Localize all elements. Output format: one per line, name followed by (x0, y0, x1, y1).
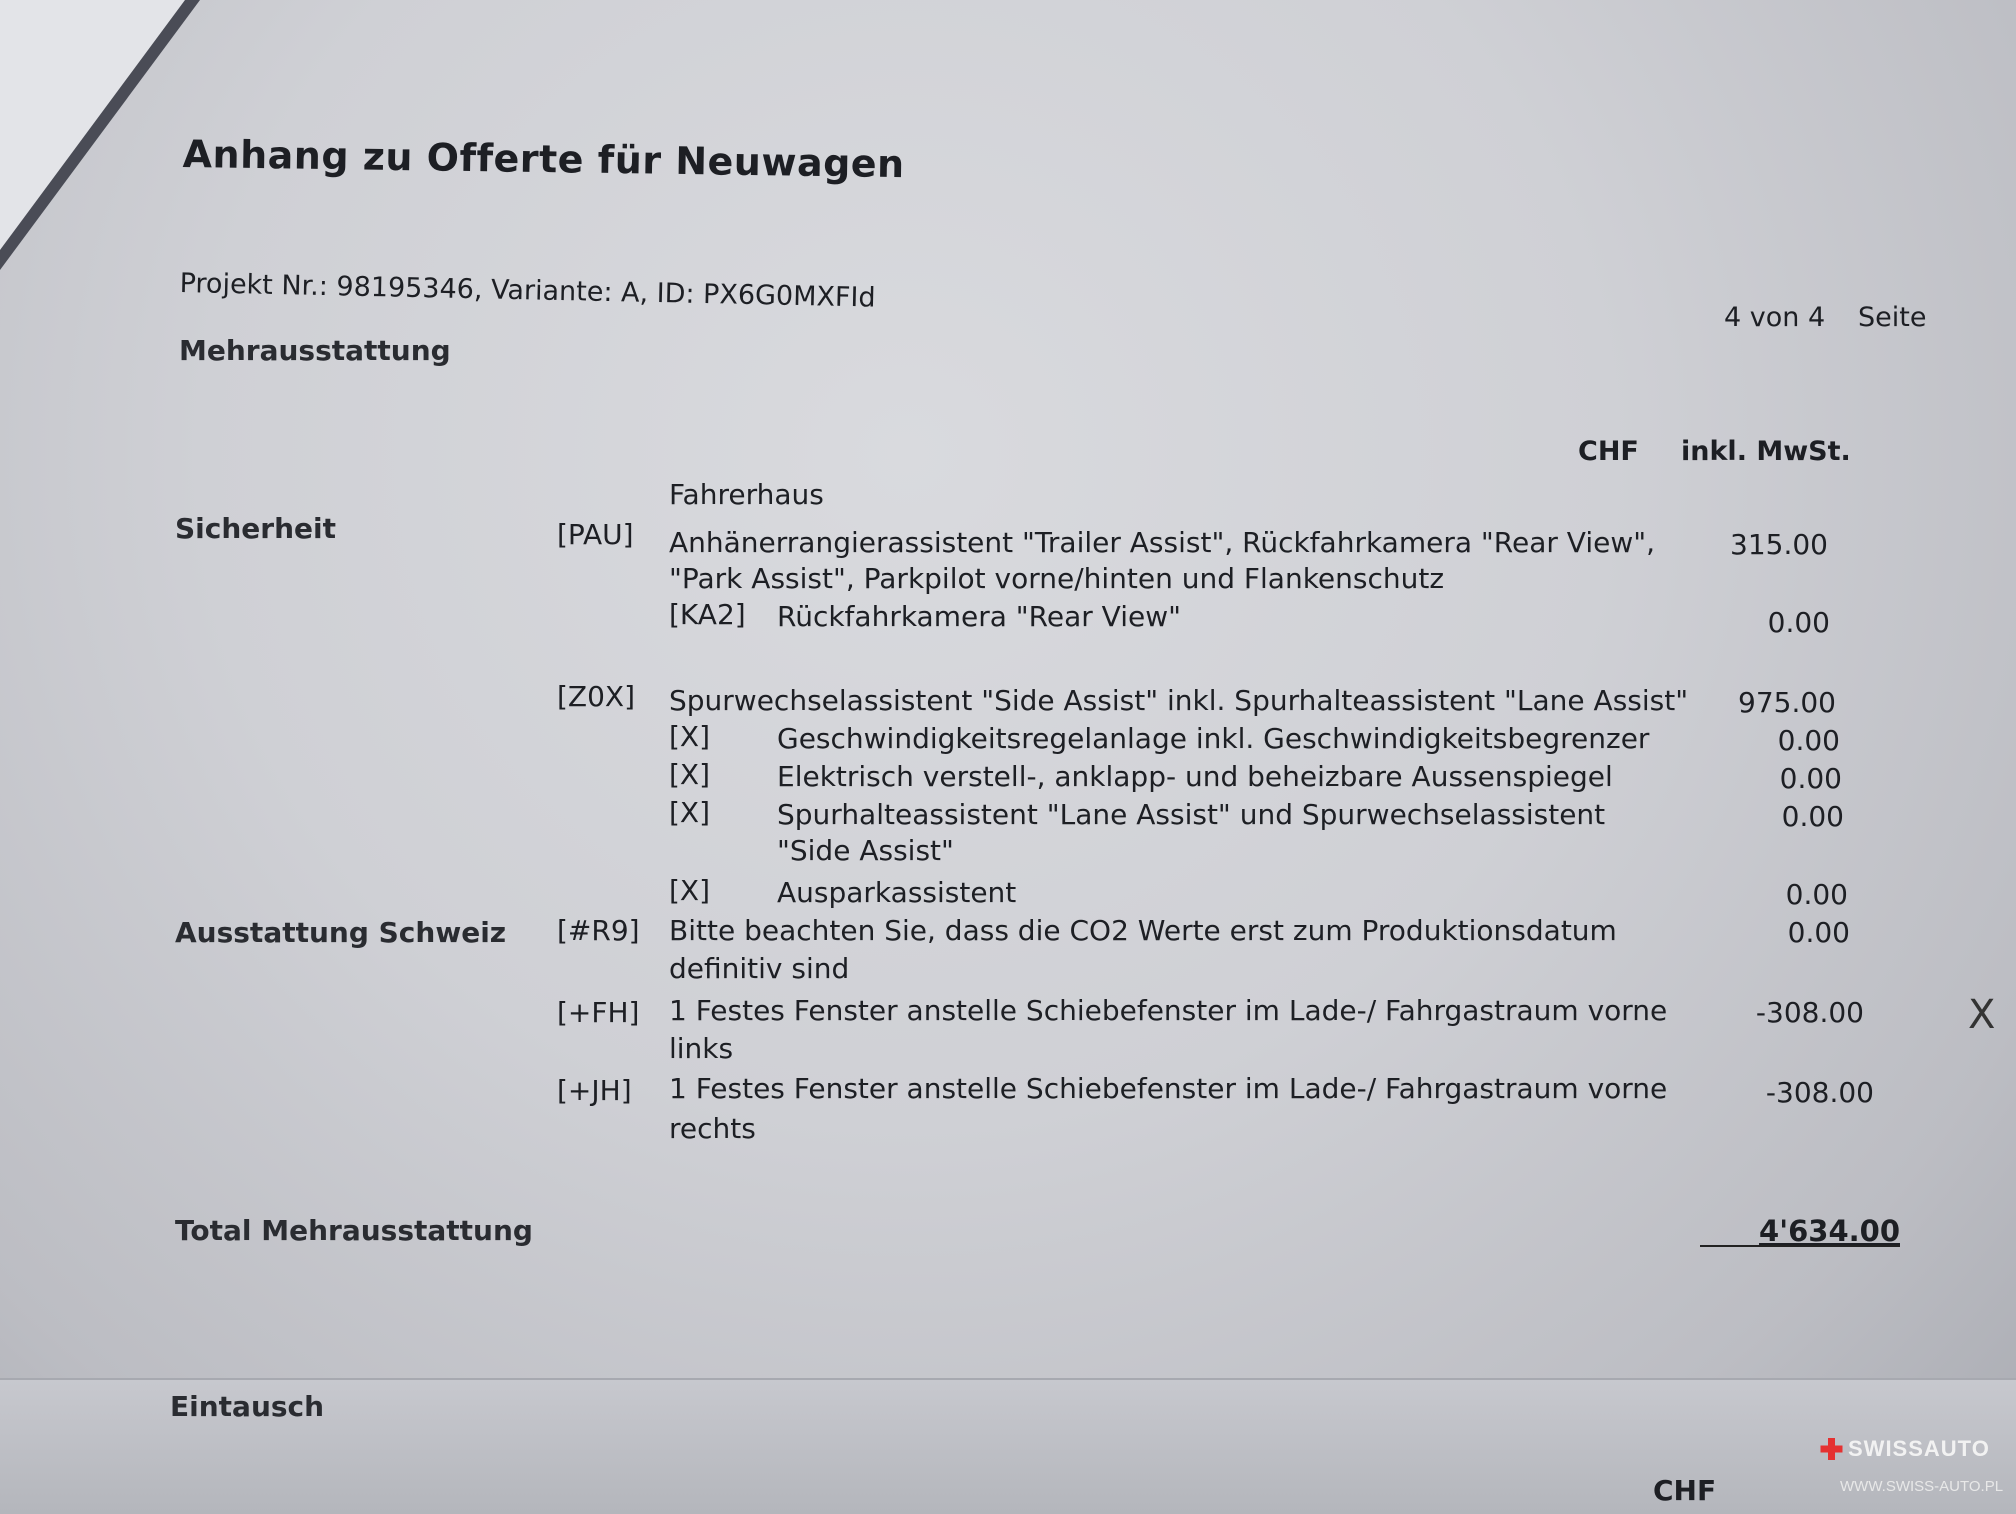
total-value: 4'634.00 (1759, 1214, 1900, 1248)
item-description-cont: rechts (669, 1112, 756, 1145)
total-label: Total Mehrausstattung (175, 1214, 533, 1247)
column-header-currency: CHF (1578, 436, 1639, 467)
item-price: 0.00 (1777, 724, 1840, 757)
item-price: 0.00 (1785, 878, 1848, 911)
item-description: 1 Festes Fenster anstelle Schiebefenster im Lade-/ Fahrgastraum vorne (669, 994, 1668, 1027)
item-description-cont: links (669, 1032, 734, 1065)
next-section-currency: CHF (1653, 1474, 1717, 1507)
item-code: [X] (669, 758, 711, 791)
item-description: Geschwindigkeitsregelanlage inkl. Geschwindigkeitsbegrenzer (777, 722, 1650, 755)
item-code: [#R9] (557, 914, 640, 947)
watermark-logo (1820, 1436, 1990, 1462)
item-code: [X] (669, 796, 711, 829)
item-description: Ausparkassistent (777, 876, 1017, 909)
page-number: 4 von 4 (1724, 302, 1826, 333)
item-price: 0.00 (1787, 916, 1850, 949)
item-description: Rückfahrkamera "Rear View" (777, 600, 1181, 633)
item-description: Spurwechselassistent "Side Assist" inkl. Spurhalteassistent "Lane Assist" (669, 684, 1689, 717)
handwritten-x-mark: X (1968, 992, 1996, 1038)
item-description: Elektrisch verstell-, anklapp- und beheizbare Aussenspiegel (777, 760, 1613, 793)
item-description: Bitte beachten Sie, dass die CO2 Werte erst zum Produktionsdatum (669, 914, 1617, 947)
column-header-tax: inkl. MwSt. (1681, 436, 1851, 467)
item-price: 975.00 (1738, 686, 1836, 719)
item-description-cont: "Side Assist" (777, 834, 954, 867)
item-price: 0.00 (1767, 606, 1830, 639)
item-code: [X] (669, 874, 711, 907)
item-description: 1 Festes Fenster anstelle Schiebefenster im Lade-/ Fahrgastraum vorne (669, 1072, 1668, 1105)
item-price: -308.00 (1765, 1076, 1874, 1109)
watermark-brand: SWISSAUTO (1848, 1436, 1990, 1461)
page-corner-fold (0, 0, 185, 250)
item-code: [+JH] (557, 1074, 632, 1107)
group-label: Fahrerhaus (669, 478, 824, 511)
page-label: Seite (1858, 302, 1927, 333)
item-description: Spurhalteassistent "Lane Assist" und Spurwechselassistent (777, 798, 1606, 831)
watermark-url: WWW.SWISS-AUTO.PL (1840, 1478, 2004, 1495)
document-title: Anhang zu Offerte für Neuwagen (182, 132, 905, 187)
section-title: Mehrausstattung (179, 334, 451, 367)
item-code: [PAU] (557, 518, 634, 551)
item-code: [+FH] (557, 996, 640, 1029)
item-code: [Z0X] (557, 680, 636, 713)
item-description-cont: "Park Assist", Parkpilot vorne/hinten und Flankenschutz (669, 562, 1445, 595)
item-price: -308.00 (1755, 996, 1864, 1029)
item-code: [X] (669, 720, 711, 753)
item-description: Anhänerrangierassistent "Trailer Assist", Rückfahrkamera "Rear View", (669, 526, 1656, 559)
category-ausstattung-schweiz: Ausstattung Schweiz (175, 916, 507, 949)
item-code: [KA2] (669, 598, 746, 631)
project-line: Projekt Nr.: 98195346, Variante: A, ID: PX6G0MXFId (179, 268, 876, 314)
item-price: 0.00 (1781, 800, 1844, 833)
swiss-cross-icon (1820, 1438, 1842, 1460)
item-price: 315.00 (1730, 528, 1828, 561)
item-description-cont: definitiv sind (669, 952, 850, 985)
next-section-title: Eintausch (170, 1390, 325, 1423)
item-price: 0.00 (1779, 762, 1842, 795)
category-sicherheit: Sicherheit (175, 512, 336, 545)
